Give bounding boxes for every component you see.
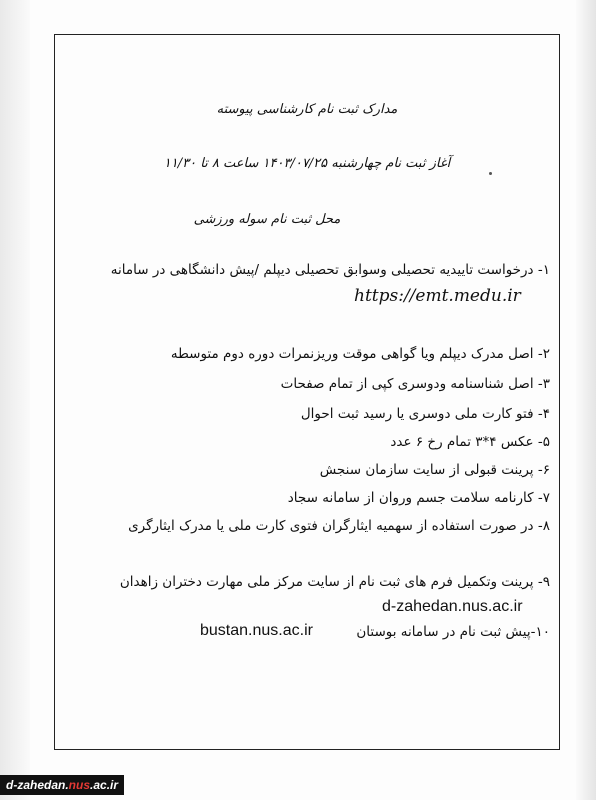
registration-start-date: آغاز ثبت نام چهارشنبه ۱۴۰۳/۰۷/۲۵ ساعت ۸ تا ۱۱/۳۰ [163,156,451,171]
requirement-item-9: ۹- پرینت وتکمیل فرم های ثبت نام از سایت مرکز ملی مهارت دختران زاهدان [119,574,550,590]
watermark-suffix: .ac.ir [90,778,119,792]
requirement-item-2: ۲- اصل مدرک دیپلم ویا گواهی موقت وریزنمرات دوره دوم متوسطه [170,346,550,362]
requirement-item-8: ۸- در صورت استفاده از سهمیه ایثارگران فتوی کارت ملی یا مدرک ایثارگری [128,518,550,534]
bustan-url: bustan.nus.ac.ir [200,622,313,639]
watermark-accent: nus [68,778,91,792]
site-watermark [0,775,124,795]
watermark-prefix: d-zahedan. [6,778,69,792]
requirement-item-6: ۶- پرینت قبولی از سایت سازمان سنجش [319,462,550,478]
document-title: مدارک ثبت نام کارشناسی پیوسته [216,102,398,117]
document-frame [54,34,560,750]
requirement-item-1: ۱- درخواست تاییدیه تحصیلی وسوابق تحصیلی دیپلم /پیش دانشگاهی در سامانه [110,262,550,278]
registration-location: محل ثبت نام سوله ورزشی [193,212,341,227]
zahedan-url: d-zahedan.nus.ac.ir [382,598,523,615]
requirement-item-4: ۴- فتو کارت ملی دوسری یا رسید ثبت احوال [300,406,550,422]
scan-edge-right [576,0,596,800]
stray-dot [489,172,492,175]
scan-edge-left [0,0,30,800]
requirement-item-3: ۳- اصل شناسنامه ودوسری کپی از تمام صفحات [280,376,550,392]
requirement-item-5: ۵- عکس ۴*۳ تمام رخ ۶ عدد [390,434,550,450]
requirement-item-10: ۱۰-پیش ثبت نام در سامانه بوستان [356,624,550,640]
emt-url: https://emt.medu.ir [354,286,521,306]
requirement-item-7: ۷- کارنامه سلامت جسم وروان از سامانه سجاد [287,490,550,506]
